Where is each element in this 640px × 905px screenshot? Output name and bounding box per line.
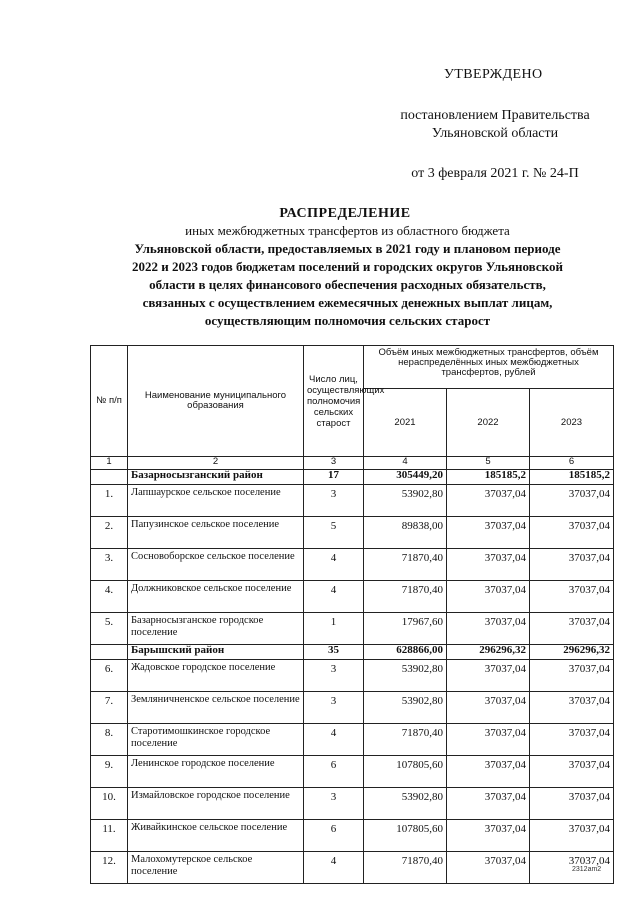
row-number: [91, 470, 128, 485]
amount-2022: 37037,04: [447, 692, 530, 724]
table-row: [91, 485, 614, 517]
persons-count: 5: [304, 517, 364, 549]
amount-2021: 305449,20: [364, 470, 447, 485]
amount-2022: 37037,04: [447, 788, 530, 820]
row-number: 8.: [91, 724, 128, 756]
persons-count: 1: [304, 613, 364, 645]
row-number: 11.: [91, 820, 128, 852]
column-number: 5: [447, 457, 530, 470]
row-number: 4.: [91, 581, 128, 613]
column-number: 3: [304, 457, 364, 470]
amount-2021: 89838,00: [364, 517, 447, 549]
header-year-2022: 2022: [447, 389, 530, 457]
row-number: 7.: [91, 692, 128, 724]
row-number: 2.: [91, 517, 128, 549]
amount-2021: 71870,40: [364, 581, 447, 613]
amount-2023: 37037,04: [530, 820, 614, 852]
amount-2021: 53902,80: [364, 660, 447, 692]
approval-date: от 3 февраля 2021 г. № 24-П: [411, 166, 579, 181]
header-year-2023: 2023: [530, 389, 614, 457]
table-row: [91, 788, 614, 820]
amount-2023: 37037,04: [530, 788, 614, 820]
column-number: 1: [91, 457, 128, 470]
table-row: [91, 852, 614, 884]
amount-2023: 37037,04: [530, 660, 614, 692]
amount-2022: 37037,04: [447, 485, 530, 517]
row-number: 3.: [91, 549, 128, 581]
municipality-name: Барышский район: [128, 645, 304, 660]
persons-count: 3: [304, 485, 364, 517]
amount-2023: 37037,04: [530, 724, 614, 756]
amount-2021: 107805,60: [364, 820, 447, 852]
row-number: 9.: [91, 756, 128, 788]
amount-2022: 37037,04: [447, 613, 530, 645]
amount-2022: 37037,04: [447, 660, 530, 692]
district-row: [91, 470, 614, 485]
column-number-row: [91, 457, 614, 470]
header-persons: Число лиц, осуществляющих полномочия сельских старост: [304, 346, 364, 457]
municipality-name: Измайловское городское поселение: [128, 788, 304, 820]
subtitle-line: Ульяновской области, предоставляемых в 2021 году и плановом периоде: [134, 241, 561, 256]
municipality-name: Живайкинское сельское поселение: [128, 820, 304, 852]
amount-2021: 53902,80: [364, 788, 447, 820]
subtitle-line: 2022 и 2023 годов бюджетам поселений и городских округов Ульяновской: [132, 259, 563, 274]
amount-2022: 37037,04: [447, 581, 530, 613]
table-row: [91, 724, 614, 756]
municipality-name: Малохомутерское сельское поселение: [128, 852, 304, 884]
amount-2021: 71870,40: [364, 724, 447, 756]
amount-2023: 37037,04: [530, 692, 614, 724]
municipality-name: Папузинское сельское поселение: [128, 517, 304, 549]
table-body: [91, 346, 614, 884]
persons-count: 3: [304, 788, 364, 820]
municipality-name: Базарносызганское городское поселение: [128, 613, 304, 645]
row-number: 12.: [91, 852, 128, 884]
approval-authority-line: постановлением Правительства: [400, 108, 590, 123]
amount-2023: 37037,04: [530, 613, 614, 645]
amount-2021: 17967,60: [364, 613, 447, 645]
row-number: 6.: [91, 660, 128, 692]
municipality-name: Сосновоборское сельское поселение: [128, 549, 304, 581]
distribution-table: [90, 345, 614, 884]
amount-2022: 37037,04: [447, 517, 530, 549]
amount-2022: 37037,04: [447, 852, 530, 884]
row-number: 10.: [91, 788, 128, 820]
header-num: № п/п: [91, 346, 128, 457]
municipality-name: Лапшаурское сельское поселение: [128, 485, 304, 517]
footer-code: 2312am2: [572, 866, 602, 873]
amount-2023: 37037,04: [530, 852, 614, 884]
column-number: 4: [364, 457, 447, 470]
municipality-name: Старотимошкинское городское поселение: [128, 724, 304, 756]
table-row: [91, 692, 614, 724]
row-number: [91, 645, 128, 660]
amount-2023: 37037,04: [530, 517, 614, 549]
persons-count: 4: [304, 724, 364, 756]
table-header-row: [91, 346, 614, 389]
subtitle-line: осуществляющим полномочия сельских старост: [204, 313, 491, 328]
table-row: [91, 581, 614, 613]
approval-region-line: Ульяновской области: [431, 126, 559, 141]
table-row: [91, 660, 614, 692]
amount-2022: 37037,04: [447, 756, 530, 788]
persons-count: 35: [304, 645, 364, 660]
amount-2021: 71870,40: [364, 852, 447, 884]
persons-count: 6: [304, 756, 364, 788]
amount-2023: 37037,04: [530, 581, 614, 613]
table-row: [91, 517, 614, 549]
header-volume: Объём иных межбюджетных трансфертов, объём нераспределённых иных межбюджетных трансфертов, рублей: [364, 346, 614, 389]
municipality-name: Базарносызганский район: [128, 470, 304, 485]
amount-2021: 53902,80: [364, 485, 447, 517]
amount-2021: 107805,60: [364, 756, 447, 788]
table-row: [91, 756, 614, 788]
amount-2023: 296296,32: [530, 645, 614, 660]
subtitle-line: иных межбюджетных трансфертов из областного бюджета: [185, 223, 510, 238]
table-row: [91, 820, 614, 852]
amount-2023: 37037,04: [530, 549, 614, 581]
column-number: 2: [128, 457, 304, 470]
persons-count: 3: [304, 692, 364, 724]
approval-status: УТВЕРЖДЕНО: [444, 67, 543, 82]
subtitle-line: области в целях финансового обеспечения расходных обязательств,: [149, 277, 546, 292]
document-title: РАСПРЕДЕЛЕНИЕ: [279, 206, 411, 221]
amount-2022: 296296,32: [447, 645, 530, 660]
amount-2021: 628866,00: [364, 645, 447, 660]
district-row: [91, 645, 614, 660]
column-number: 6: [530, 457, 614, 470]
amount-2022: 185185,2: [447, 470, 530, 485]
persons-count: 3: [304, 660, 364, 692]
approval-stamp: [380, 66, 610, 183]
municipality-name: Жадовское городское поселение: [128, 660, 304, 692]
amount-2021: 53902,80: [364, 692, 447, 724]
header-year-2021: 2021: [364, 389, 447, 457]
amount-2022: 37037,04: [447, 820, 530, 852]
amount-2021: 71870,40: [364, 549, 447, 581]
persons-count: 6: [304, 820, 364, 852]
subtitle-line: связанных с осуществлением ежемесячных денежных выплат лицам,: [142, 295, 553, 310]
persons-count: 4: [304, 581, 364, 613]
table-row: [91, 613, 614, 645]
amount-2022: 37037,04: [447, 549, 530, 581]
persons-count: 4: [304, 852, 364, 884]
persons-count: 17: [304, 470, 364, 485]
amount-2023: 37037,04: [530, 756, 614, 788]
row-number: 1.: [91, 485, 128, 517]
persons-count: 4: [304, 549, 364, 581]
amount-2022: 37037,04: [447, 724, 530, 756]
amount-2023: 185185,2: [530, 470, 614, 485]
amount-2023: 37037,04: [530, 485, 614, 517]
municipality-name: Ленинское городское поселение: [128, 756, 304, 788]
municipality-name: Должниковское сельское поселение: [128, 581, 304, 613]
table-row: [91, 549, 614, 581]
header-name: Наименование муниципального образования: [128, 346, 304, 457]
document-subtitle: [75, 222, 620, 330]
municipality-name: Земляничненское сельское поселение: [128, 692, 304, 724]
row-number: 5.: [91, 613, 128, 645]
